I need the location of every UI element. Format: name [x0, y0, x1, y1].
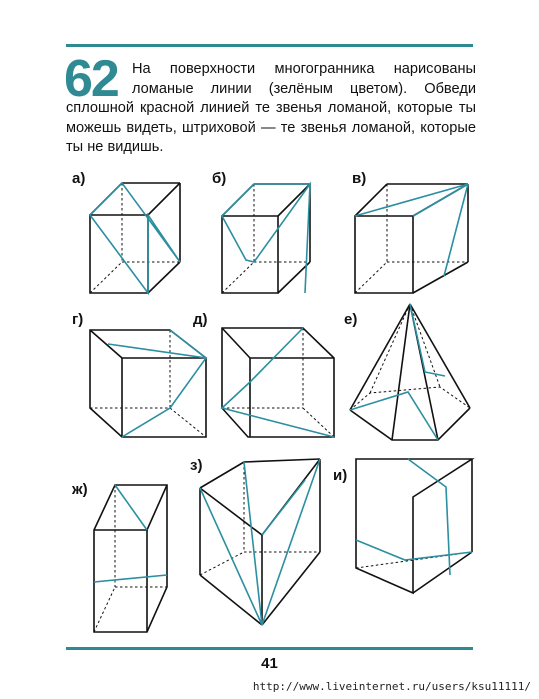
figure-d-cube [222, 328, 334, 437]
bottom-divider [66, 647, 473, 650]
task-number: 62 [64, 50, 118, 108]
figure-i-prism [356, 459, 472, 593]
figure-zh-prism [94, 485, 167, 632]
figure-a-cube [90, 183, 180, 293]
figure-label-d: д) [193, 311, 208, 328]
figure-g-cube [90, 330, 206, 437]
figure-e-pyramid [350, 304, 470, 440]
figure-label-a: а) [72, 170, 86, 187]
figure-label-g: г) [72, 311, 84, 328]
figure-z-prism [200, 459, 320, 625]
figure-label-z: з) [190, 457, 203, 474]
page-number: 41 [261, 655, 278, 672]
figure-label-e: е) [344, 311, 358, 328]
figure-b-cube [222, 184, 310, 293]
figure-label-v: в) [352, 170, 367, 187]
figure-label-i: и) [333, 467, 348, 484]
figure-v-cube [355, 184, 468, 293]
source-watermark: http://www.liveinternet.ru/users/ksu11111/ [252, 680, 531, 693]
figure-label-b: б) [212, 170, 227, 187]
task-statement: На поверхности многогранника нарисованы ломаные линии (зелёным цветом). Обведи сплошной красной линией те звенья ломаной, которые ты можешь видеть, штриховой — те звенья ломаной, которые ты не видишь. [66, 61, 476, 156]
figure-label-zh: ж) [72, 481, 88, 498]
